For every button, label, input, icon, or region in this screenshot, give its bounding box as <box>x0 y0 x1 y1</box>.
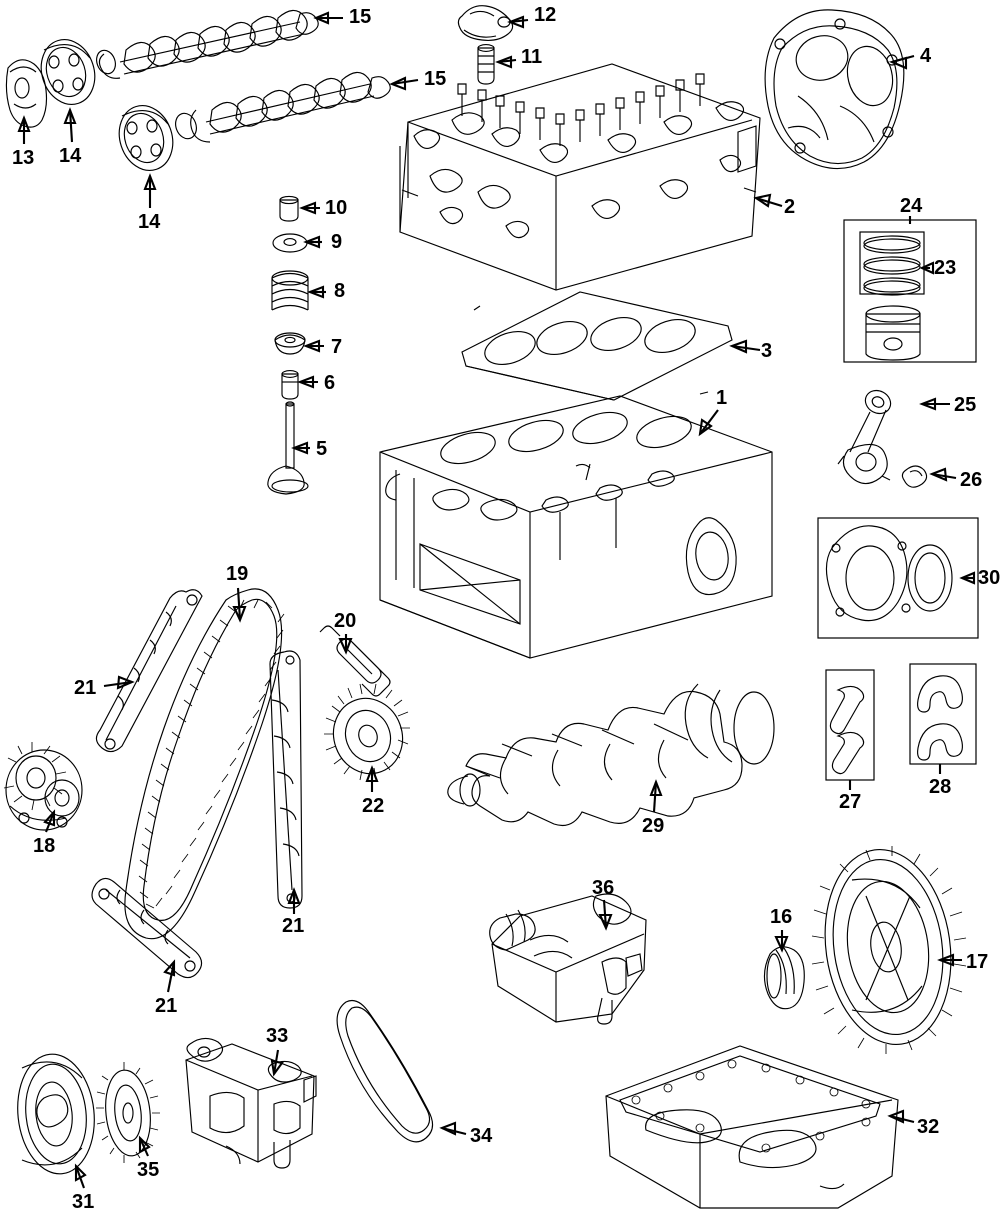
callout-3: 3 <box>761 340 773 362</box>
callout-25: 25 <box>954 394 977 416</box>
callout-12: 12 <box>534 4 557 26</box>
callout-15: 15 <box>349 6 372 28</box>
part-4-timing-cover <box>765 10 904 169</box>
callout-4: 4 <box>920 45 932 67</box>
callout-24: 24 <box>900 195 923 217</box>
part-16-pilot-bearing <box>764 947 804 1009</box>
callout-16: 16 <box>770 906 793 928</box>
callout-9: 9 <box>331 231 343 253</box>
part-18-water-pump <box>4 742 82 830</box>
callout-35: 35 <box>137 1159 160 1181</box>
part-10-valve-keeper <box>280 196 298 221</box>
callout-8: 8 <box>334 280 346 302</box>
callout-13: 13 <box>12 147 35 169</box>
part-33-oil-pump <box>186 1038 316 1168</box>
part-11-lash-adjuster <box>478 45 494 84</box>
callout-18: 18 <box>33 835 56 857</box>
part-19-timing-chain <box>125 589 284 939</box>
part-17-flywheel <box>812 841 966 1054</box>
callout-32: 32 <box>917 1116 940 1138</box>
part-26-rod-bearing <box>902 466 926 487</box>
part-6-valve-stem-seal <box>282 371 298 399</box>
callout-2: 2 <box>784 196 796 218</box>
callout-36: 36 <box>592 877 615 899</box>
callout-21b: 21 <box>282 915 305 937</box>
callout-21c: 21 <box>155 995 178 1017</box>
callout-19: 19 <box>226 563 249 585</box>
callout-6: 6 <box>324 372 336 394</box>
part-1-cylinder-block <box>380 396 772 658</box>
part-15-camshaft-upper <box>93 10 318 78</box>
part-20-chain-tensioner <box>320 626 390 696</box>
part-23-piston-rings <box>864 236 920 295</box>
callout-29: 29 <box>642 815 665 837</box>
part-29-crankshaft <box>448 684 774 826</box>
callout-20: 20 <box>334 610 357 632</box>
callout-14b: 14 <box>138 211 161 233</box>
part-32-oil-pan <box>606 1046 898 1208</box>
part-24-piston-assembly <box>844 220 976 362</box>
callout-7: 7 <box>331 336 343 358</box>
part-31-crankshaft-pulley <box>12 1050 100 1177</box>
part-21-guide-rail-center <box>270 651 302 908</box>
callout-1: 1 <box>716 387 728 409</box>
callout-15b: 15 <box>424 68 447 90</box>
callout-34: 34 <box>470 1125 493 1147</box>
part-21-guide-rail-upper-left <box>96 590 202 752</box>
part-35-oil-pump-sprocket <box>96 1062 160 1163</box>
callout-14: 14 <box>59 145 82 167</box>
part-21-guide-rail-lower-left <box>92 878 202 977</box>
part-14-camshaft-sprocket-a <box>33 33 103 112</box>
callout-22: 22 <box>362 795 385 817</box>
callout-5: 5 <box>316 438 328 460</box>
part-2-cylinder-head <box>400 64 760 290</box>
part-13-camshaft-adjuster <box>6 60 46 127</box>
callout-26: 26 <box>960 469 983 491</box>
callout-23: 23 <box>934 257 957 279</box>
part-9-spring-retainer <box>273 234 307 252</box>
part-14-camshaft-sprocket-b <box>111 99 181 178</box>
callout-31: 31 <box>72 1191 95 1213</box>
part-15-camshaft-lower <box>172 72 390 142</box>
callout-17: 17 <box>966 951 989 973</box>
part-3-head-gasket <box>462 292 732 400</box>
callout-21: 21 <box>74 677 97 699</box>
part-12-rocker-arm <box>458 6 512 41</box>
part-28-main-bearing-shells <box>910 664 976 764</box>
part-27-thrust-washer <box>826 670 874 780</box>
part-34-drive-belt <box>337 1001 432 1142</box>
callout-28: 28 <box>929 776 952 798</box>
part-25-connecting-rod <box>838 386 895 483</box>
callout-10: 10 <box>325 197 348 219</box>
part-30-rear-main-seal <box>818 518 978 638</box>
part-8-valve-spring <box>272 271 308 310</box>
part-36-oil-filter-housing <box>490 894 646 1024</box>
part-22-balance-shaft-gear <box>323 684 413 783</box>
callout-33: 33 <box>266 1025 289 1047</box>
callout-11: 11 <box>521 46 543 68</box>
part-7-spring-seat <box>275 333 305 354</box>
callout-30: 30 <box>978 567 1000 589</box>
callout-27: 27 <box>839 791 862 813</box>
